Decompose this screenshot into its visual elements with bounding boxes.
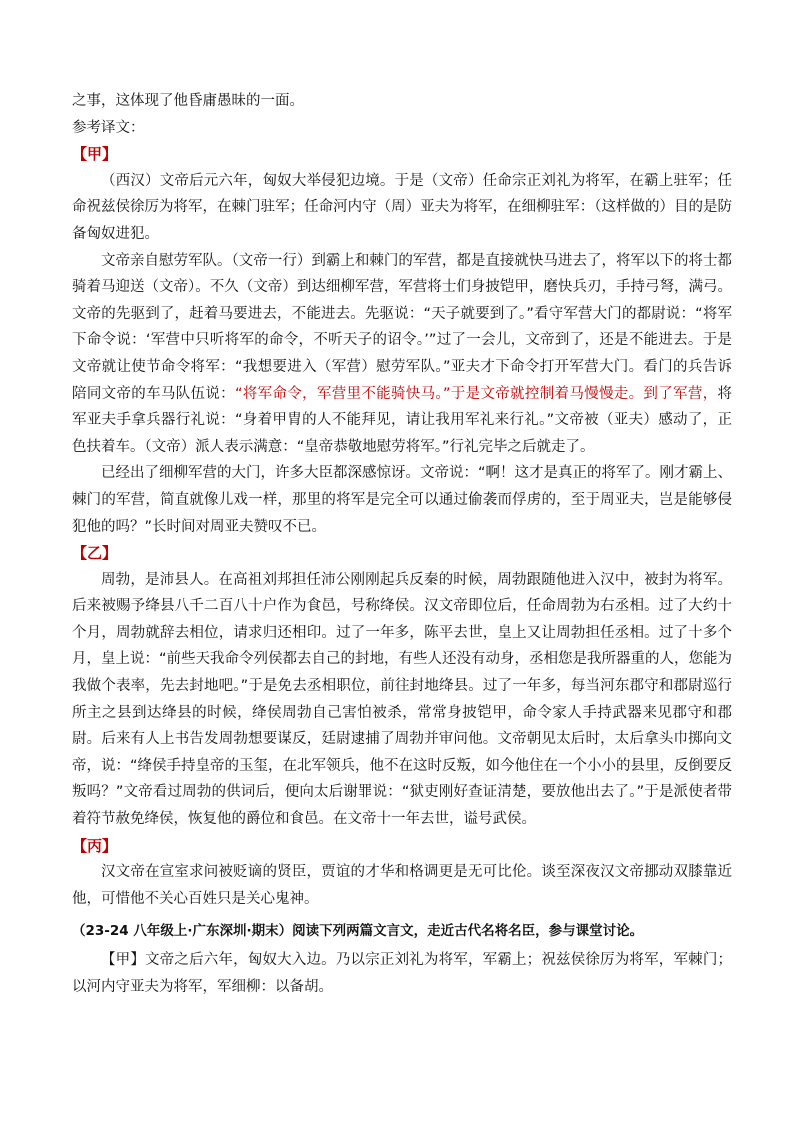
paragraph: 汉文帝在宣室求问被贬谪的贤臣，贾谊的才华和格调更是无可比伦。谈至深夜汉文帝挪动双膝靠近他，可惜他不关心百姓只是关心鬼神。 xyxy=(72,864,732,907)
question-text: 【甲】文帝之后六年，匈奴大入边。乃以宗正刘礼为将军，军霸上；祝兹侯徐厉为将军，军棘门；以河内守亚夫为将军，军细柳：以备胡。 xyxy=(72,952,732,995)
document-page xyxy=(72,88,732,1000)
paragraph: 周勃，是沛县人。在高祖刘邦担任沛公刚刚起兵反秦的时候，周勃跟随他进入汉中，被封为将军。后来被赐予绛县八千二百八十户作为食邑，号称绛侯。汉文帝即位后，任命周勃为右丞相。过了大约十个月，周勃就辞去相位，请求归还相印。过了一年多，陈平去世，皇上又让周勃担任丞相。过了十多个月，皇上说：“前些天我命令列侯都去自己的封地，有些人还没有动身，丞相您是我所器重的人，您能为我做个表率，先去封地吧。”于是免去丞相职位，前往封地绛县。过了一年多，每当河东郡守和郡尉巡行所主之县到达绛县的时候，绛侯周勃自己害怕被杀，常常身披铠甲，命令家人手持武器来见郡守和郡尉。后来有人上书告发周勃想要谋反，廷尉逮捕了周勃并审问他。文帝朝见太后时，太后拿头巾掷向文帝，说：“绛侯手持皇帝的玉玺，在北军领兵，他不在这时反叛，如今他住在一个小小的县里，反倒要反叛吗？”文帝看过周勃的供词后，便向太后谢罪说：“狱吏刚好查证清楚，要放他出去了。”于是派使者带着符节赦免绛侯，恢复他的爵位和食邑。在文帝十一年去世，谥号武侯。 xyxy=(72,571,733,828)
paragraph-text: 文帝亲自慰劳军队。（文帝一行）到霸上和棘门的军营，都是直接就快马进去了，将军以下的将士都骑着马迎送（文帝）。不久（文帝）到达细柳军营，军营将士们身披铠甲，磨快兵刃，手持弓弩，满弓。文帝的先驱到了，赶着马要进去，不能进去。先驱说：“天子就要到了。”看守军营大门的都尉说：“将军下命令说：‘军营中只听将军的命令，不听天子的诏令。’”过了一会儿，文帝到了，还是不能进去。于是文帝就让使节命令将军：“我想要进入（军营）慰劳军队。”亚夫才下命令打开军营大门。看门的兵告诉陪同文帝的车马队伍说： xyxy=(72,252,732,402)
text-line: 之事，这体现了他昏庸愚昧的一面。 xyxy=(72,93,304,109)
highlighted-text: “将军命令，军营里不能骑快马。”于是文帝就控制着马慢慢走。到了军营， xyxy=(234,385,718,402)
question-source: （23-24 八年级上·广东深圳·期末）阅读下列两篇文言文，走近古代名将名臣，参与课堂讨论。 xyxy=(72,923,644,940)
section-label-jia: 【甲】 xyxy=(72,145,118,164)
paragraph-text: 将军亚夫手拿兵器行礼说：“身着甲胄的人不能拜见，请让我用军礼来行礼。”文帝被（亚夫）感动了，正色扶着车。（文帝）派人表示满意：“皇帝恭敬地慰劳将军。”行礼完毕之后就走了。 xyxy=(72,385,732,455)
reference-translation-heading: 参考译文： xyxy=(72,119,145,136)
paragraph: （西汉）文帝后元六年，匈奴大举侵犯边境。于是（文帝）任命宗正刘礼为将军，在霸上驻军；任命祝兹侯徐厉为将军，在棘门驻军；任命河内守（周）亚夫为将军，在细柳驻军：（这样做的）目的是防备匈奴进犯。 xyxy=(72,172,732,242)
paragraph xyxy=(72,248,732,461)
section-label-yi: 【乙】 xyxy=(72,544,118,563)
paragraph: 已经出了细柳军营的大门，许多大臣都深感惊讶。文帝说：“啊！这才是真正的将军了。刚才霸上、棘门的军营，简直就像儿戏一样，那里的将军是完全可以通过偷袭而俘虏的，至于周亚夫，岂是能够侵犯他的吗？”长时间对周亚夫赞叹不已。 xyxy=(72,465,733,535)
section-label-bing: 【丙】 xyxy=(72,836,118,855)
